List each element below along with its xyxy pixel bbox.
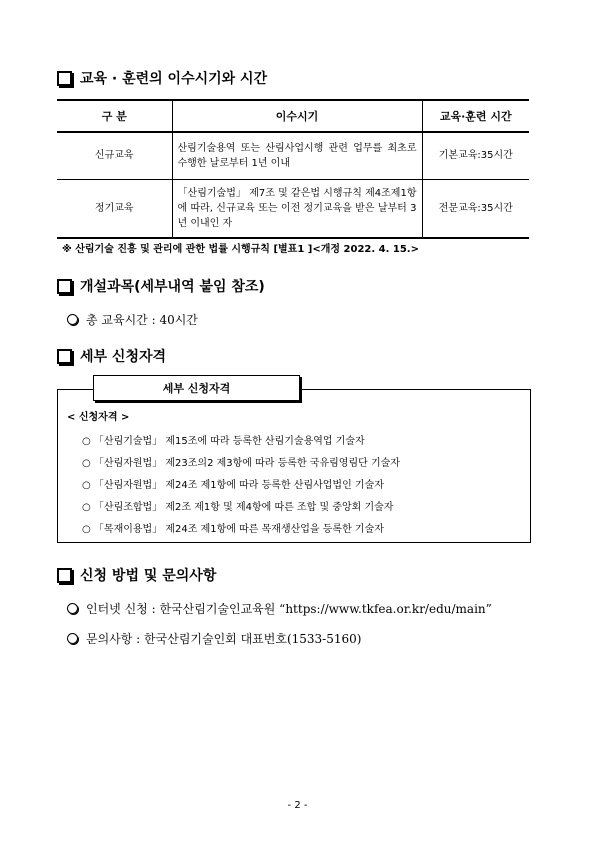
table-header-row: [57, 100, 529, 132]
circle-bullet-icon: [67, 603, 78, 614]
qualification-box-title: 세부 신청자격: [93, 375, 300, 401]
section-title: 개설과목(세부내역 붙임 참조): [80, 279, 265, 295]
section-heading-qualification: [57, 346, 166, 366]
table-cell: 기본교육:35시간: [422, 132, 529, 179]
checkbox-square-icon: [57, 279, 72, 294]
column-header: 이수시기: [172, 100, 422, 132]
internet-application-text: 인터넷 신청 : 한국산림기술인교육원 “https://www.tkfea.or.kr/edu/main”: [86, 602, 492, 616]
column-header: 구 분: [57, 100, 172, 132]
qualification-item: ○ 「산림기술법」 제15조에 따라 등록한 산림기술용역업 기술자: [82, 436, 365, 447]
qualification-item: ○ 「산림조합법」 제2조 제1항 및 제4항에 따른 조합 및 중앙회 기술자: [82, 502, 394, 513]
qualification-item: ○ 「산림자원법」 제24조 제1항에 따라 등록한 산림사업법인 기술자: [82, 480, 384, 491]
circle-bullet-icon: [67, 633, 78, 644]
section-heading-courses: [57, 276, 265, 296]
table-cell: 「산림기술법」 제7조 및 같은법 시행규칙 제4조제1항에 따라, 신규교육 또는 이전 정기교육을 받은 날부터 3년 이내인 자: [172, 179, 422, 238]
section-heading-education-timing: [57, 68, 267, 88]
page-number: - 2 -: [287, 800, 308, 811]
table-cell: 전문교육:35시간: [422, 179, 529, 238]
table-row: [57, 132, 529, 179]
checkbox-square-icon: [57, 349, 72, 364]
qualification-item: ○ 「산림자원법」 제23조의2 제3항에 따라 등록한 국유림영림단 기술자: [82, 458, 400, 469]
education-table: [57, 99, 529, 239]
total-hours-text: 총 교육시간 : 40시간: [86, 313, 198, 327]
qualification-heading: < 신청자격 >: [67, 412, 130, 423]
section-title: 세부 신청자격: [80, 349, 167, 365]
table-cell: 산림기술용역 또는 산림사업시행 관련 업무를 최초로 수행한 날로부터 1년 이내: [172, 132, 422, 179]
circle-bullet-icon: [67, 314, 78, 325]
checkbox-square-icon: [57, 71, 72, 86]
qualification-item: ○ 「목재이용법」 제24조 제1항에 따른 목재생산업을 등록한 기술자: [82, 524, 384, 535]
table-cell: 신규교육: [57, 132, 172, 179]
section-heading-application: [57, 565, 216, 585]
checkbox-square-icon: [57, 568, 72, 583]
total-hours-item: [67, 311, 198, 328]
column-header: 교육·훈련 시간: [422, 100, 529, 132]
contact-item: [67, 630, 361, 647]
table-row: [57, 179, 529, 238]
internet-application-item: [67, 600, 492, 617]
section-title: 교육 · 훈련의 이수시기와 시간: [80, 71, 268, 87]
legal-note: ※ 산림기술 진흥 및 관리에 관한 법률 시행규칙 [별표1 ]<개정 2022. 4. 15.>: [62, 244, 419, 255]
section-title: 신청 방법 및 문의사항: [80, 568, 217, 584]
table-cell: 정기교육: [57, 179, 172, 238]
contact-text: 문의사항 : 한국산림기술인회 대표번호(1533-5160): [86, 632, 362, 646]
